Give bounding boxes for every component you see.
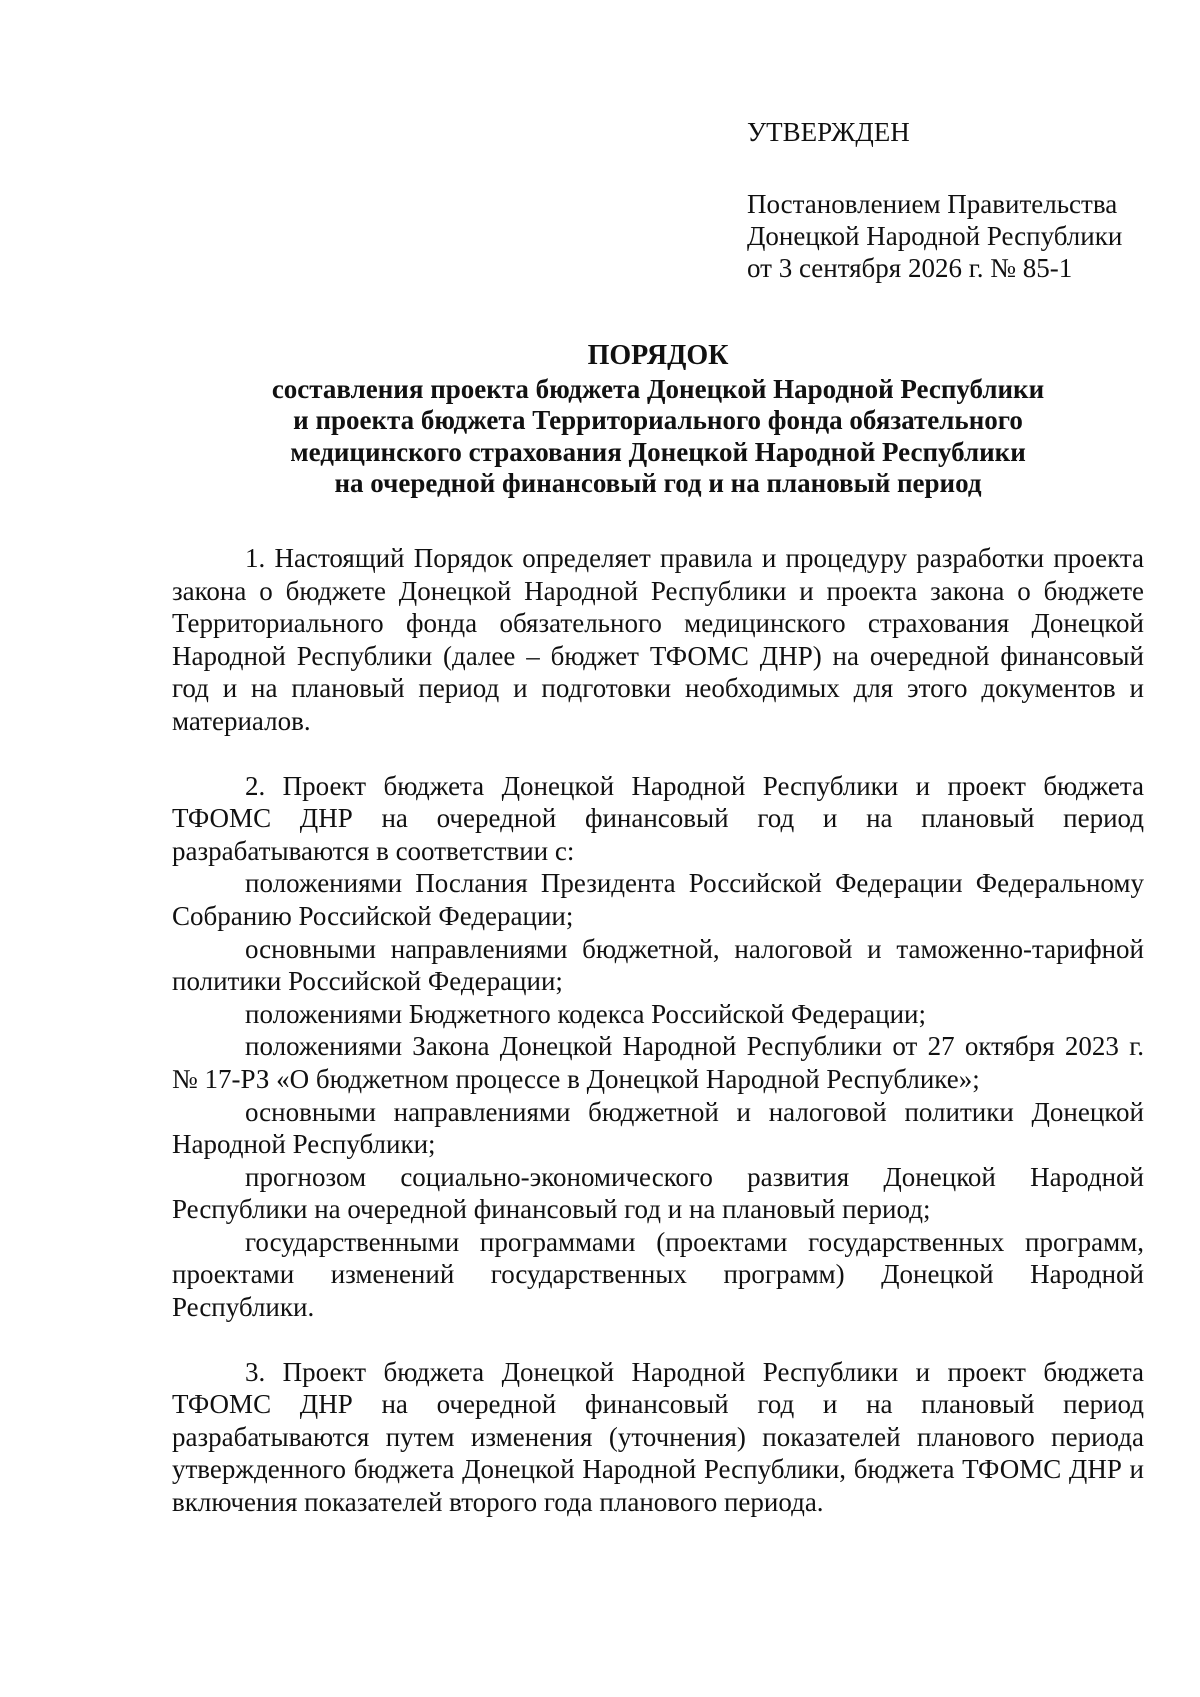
document-heading: ПОРЯДОК [587, 340, 729, 371]
approval-line: от 3 сентября 2026 г. № 85-1 [747, 253, 1073, 283]
approval-line: Постановлением Правительства [747, 189, 1118, 219]
approval-title: УТВЕРЖДЕН [747, 117, 910, 147]
document-subtitle-line: и проекта бюджета Территориального фонда обязательного [293, 405, 1023, 435]
list-item: государственными программами (проектами государственных программ, проектами изменений государственных программ) Донецкой Народной Республики. [172, 1226, 1144, 1323]
document-subtitle-line: составления проекта бюджета Донецкой Народной Республики [271, 373, 1045, 404]
approval-stamp [747, 116, 1167, 284]
paragraph-3: 3. Проект бюджета Донецкой Народной Республики и проект бюджета ТФОМС ДНР на очередной финансовый год и на плановый период разрабатываются путем изменения (уточнения) показателей планового периода утвержденного бюджета Донецкой Народной Республики, бюджета ТФОМС ДНР и включения показателей второго года планового периода. [172, 1356, 1144, 1518]
list-item: прогнозом социально-экономического развития Донецкой Народной Республики на очередной финансовый год и на плановый период; [172, 1161, 1144, 1225]
document-subtitle-line: медицинского страхования Донецкой Народной Республики [290, 436, 1026, 467]
list-item: основными направлениями бюджетной и налоговой политики Донецкой Народной Республики; [172, 1096, 1144, 1160]
paragraph-1: 1. Настоящий Порядок определяет правила и процедуру разработки проекта закона о бюджете Донецкой Народной Республики и проекта закона о бюджете Территориального фонда обязательного медицинского страхования Донецкой Народной Республики (далее – бюджет ТФОМС ДНР) на очередной финансовый год и на плановый период и подготовки необходимых для этого документов и материалов. [172, 543, 1144, 736]
document-subtitle-line: на очередной финансовый год и на плановый период [334, 468, 982, 498]
document-title [172, 340, 1144, 500]
list-item: положениями Бюджетного кодекса Российской Федерации; [245, 998, 927, 1029]
approval-line: Донецкой Народной Республики [747, 221, 1123, 251]
list-item: положениями Послания Президента Российской Федерации Федеральному Собранию Российской Федерации; [172, 868, 1144, 931]
document-body [172, 542, 1144, 1519]
paragraph-2: 2. Проект бюджета Донецкой Народной Республики и проект бюджета ТФОМС ДНР на очередной финансовый год и на плановый период разрабатываются в соответствии с: [172, 770, 1144, 866]
list-item: положениями Закона Донецкой Народной Республики от 27 октября 2023 г. № 17-РЗ «О бюджетном процессе в Донецкой Народной Республике»; [172, 1031, 1144, 1094]
list-item: основными направлениями бюджетной, налоговой и таможенно-тарифной политики Российской Федерации; [172, 933, 1144, 997]
